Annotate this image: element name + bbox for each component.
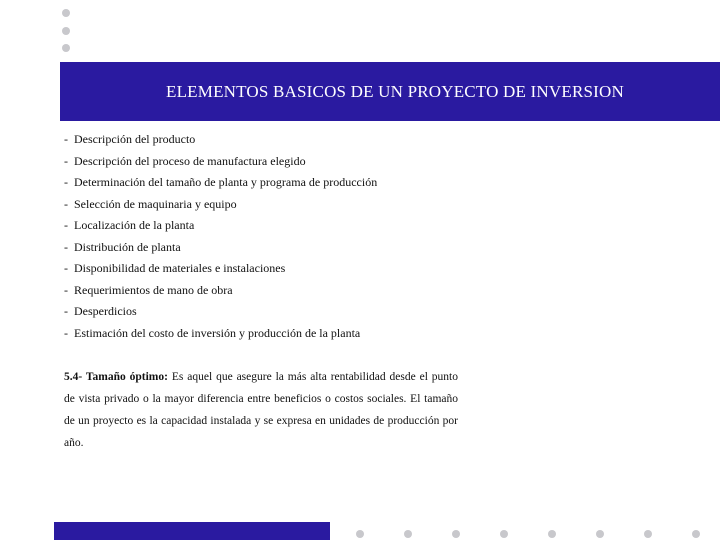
decor-dot-bottom-5 bbox=[548, 530, 556, 538]
list-item-text: Disponibilidad de materiales e instalaciones bbox=[74, 261, 286, 275]
decor-dot-top-1 bbox=[62, 9, 70, 17]
list-item-text: Desperdicios bbox=[74, 304, 137, 318]
bullet-dash: - bbox=[64, 304, 68, 318]
decor-dot-bottom-1 bbox=[356, 530, 364, 538]
bullet-dash: - bbox=[64, 196, 68, 211]
decor-dot-bottom-4 bbox=[500, 530, 508, 538]
elements-list bbox=[64, 129, 377, 344]
list-item bbox=[64, 194, 377, 216]
paragraph-heading: 5.4- Tamaño óptimo: bbox=[64, 371, 168, 383]
optimal-size-paragraph bbox=[64, 366, 458, 454]
footer-accent-bar bbox=[54, 522, 330, 540]
bullet-dash: - bbox=[64, 175, 68, 189]
list-item bbox=[64, 301, 377, 323]
list-item-text: Requerimientos de mano de obra bbox=[74, 282, 233, 297]
list-item bbox=[64, 323, 377, 345]
list-item bbox=[64, 280, 377, 302]
list-item-text: Descripción del producto bbox=[74, 132, 196, 146]
bullet-dash: - bbox=[64, 325, 68, 340]
title-banner bbox=[60, 62, 720, 121]
decor-dot-bottom-8 bbox=[692, 530, 700, 538]
decor-dot-bottom-2 bbox=[404, 530, 412, 538]
list-item bbox=[64, 129, 377, 151]
decor-dot-top-2 bbox=[62, 27, 70, 35]
list-item-text: Selección de maquinaria y equipo bbox=[74, 196, 237, 211]
bullet-dash: - bbox=[64, 132, 68, 146]
list-item bbox=[64, 151, 377, 173]
bullet-dash: - bbox=[64, 218, 68, 232]
bullet-dash: - bbox=[64, 239, 68, 254]
list-item bbox=[64, 172, 377, 194]
slide-title: ELEMENTOS BASICOS DE UN PROYECTO DE INVERSION bbox=[166, 81, 624, 101]
list-item-text: Distribución de planta bbox=[74, 239, 181, 254]
bullet-dash: - bbox=[64, 282, 68, 297]
decor-dot-top-3 bbox=[62, 44, 70, 52]
decor-dot-bottom-7 bbox=[644, 530, 652, 538]
list-item-text: Localización de la planta bbox=[74, 218, 195, 232]
list-item bbox=[64, 215, 377, 237]
decor-dot-bottom-3 bbox=[452, 530, 460, 538]
bullet-dash: - bbox=[64, 261, 68, 275]
decor-dot-bottom-6 bbox=[596, 530, 604, 538]
list-item-text: Estimación del costo de inversión y producción de la planta bbox=[74, 325, 361, 340]
paragraph-body: Es aquel que asegure la más alta rentabilidad desde el punto de vista privado o la mayor diferencia entre beneficios o costos sociales. El tamaño de un proyecto es la capacidad instalada y se expresa en unidades de producción por año. bbox=[64, 371, 458, 449]
list-item-text: Descripción del proceso de manufactura elegido bbox=[74, 153, 306, 168]
list-item bbox=[64, 237, 377, 259]
bullet-dash: - bbox=[64, 153, 68, 168]
list-item-text: Determinación del tamaño de planta y programa de producción bbox=[74, 175, 378, 189]
list-item bbox=[64, 258, 377, 280]
